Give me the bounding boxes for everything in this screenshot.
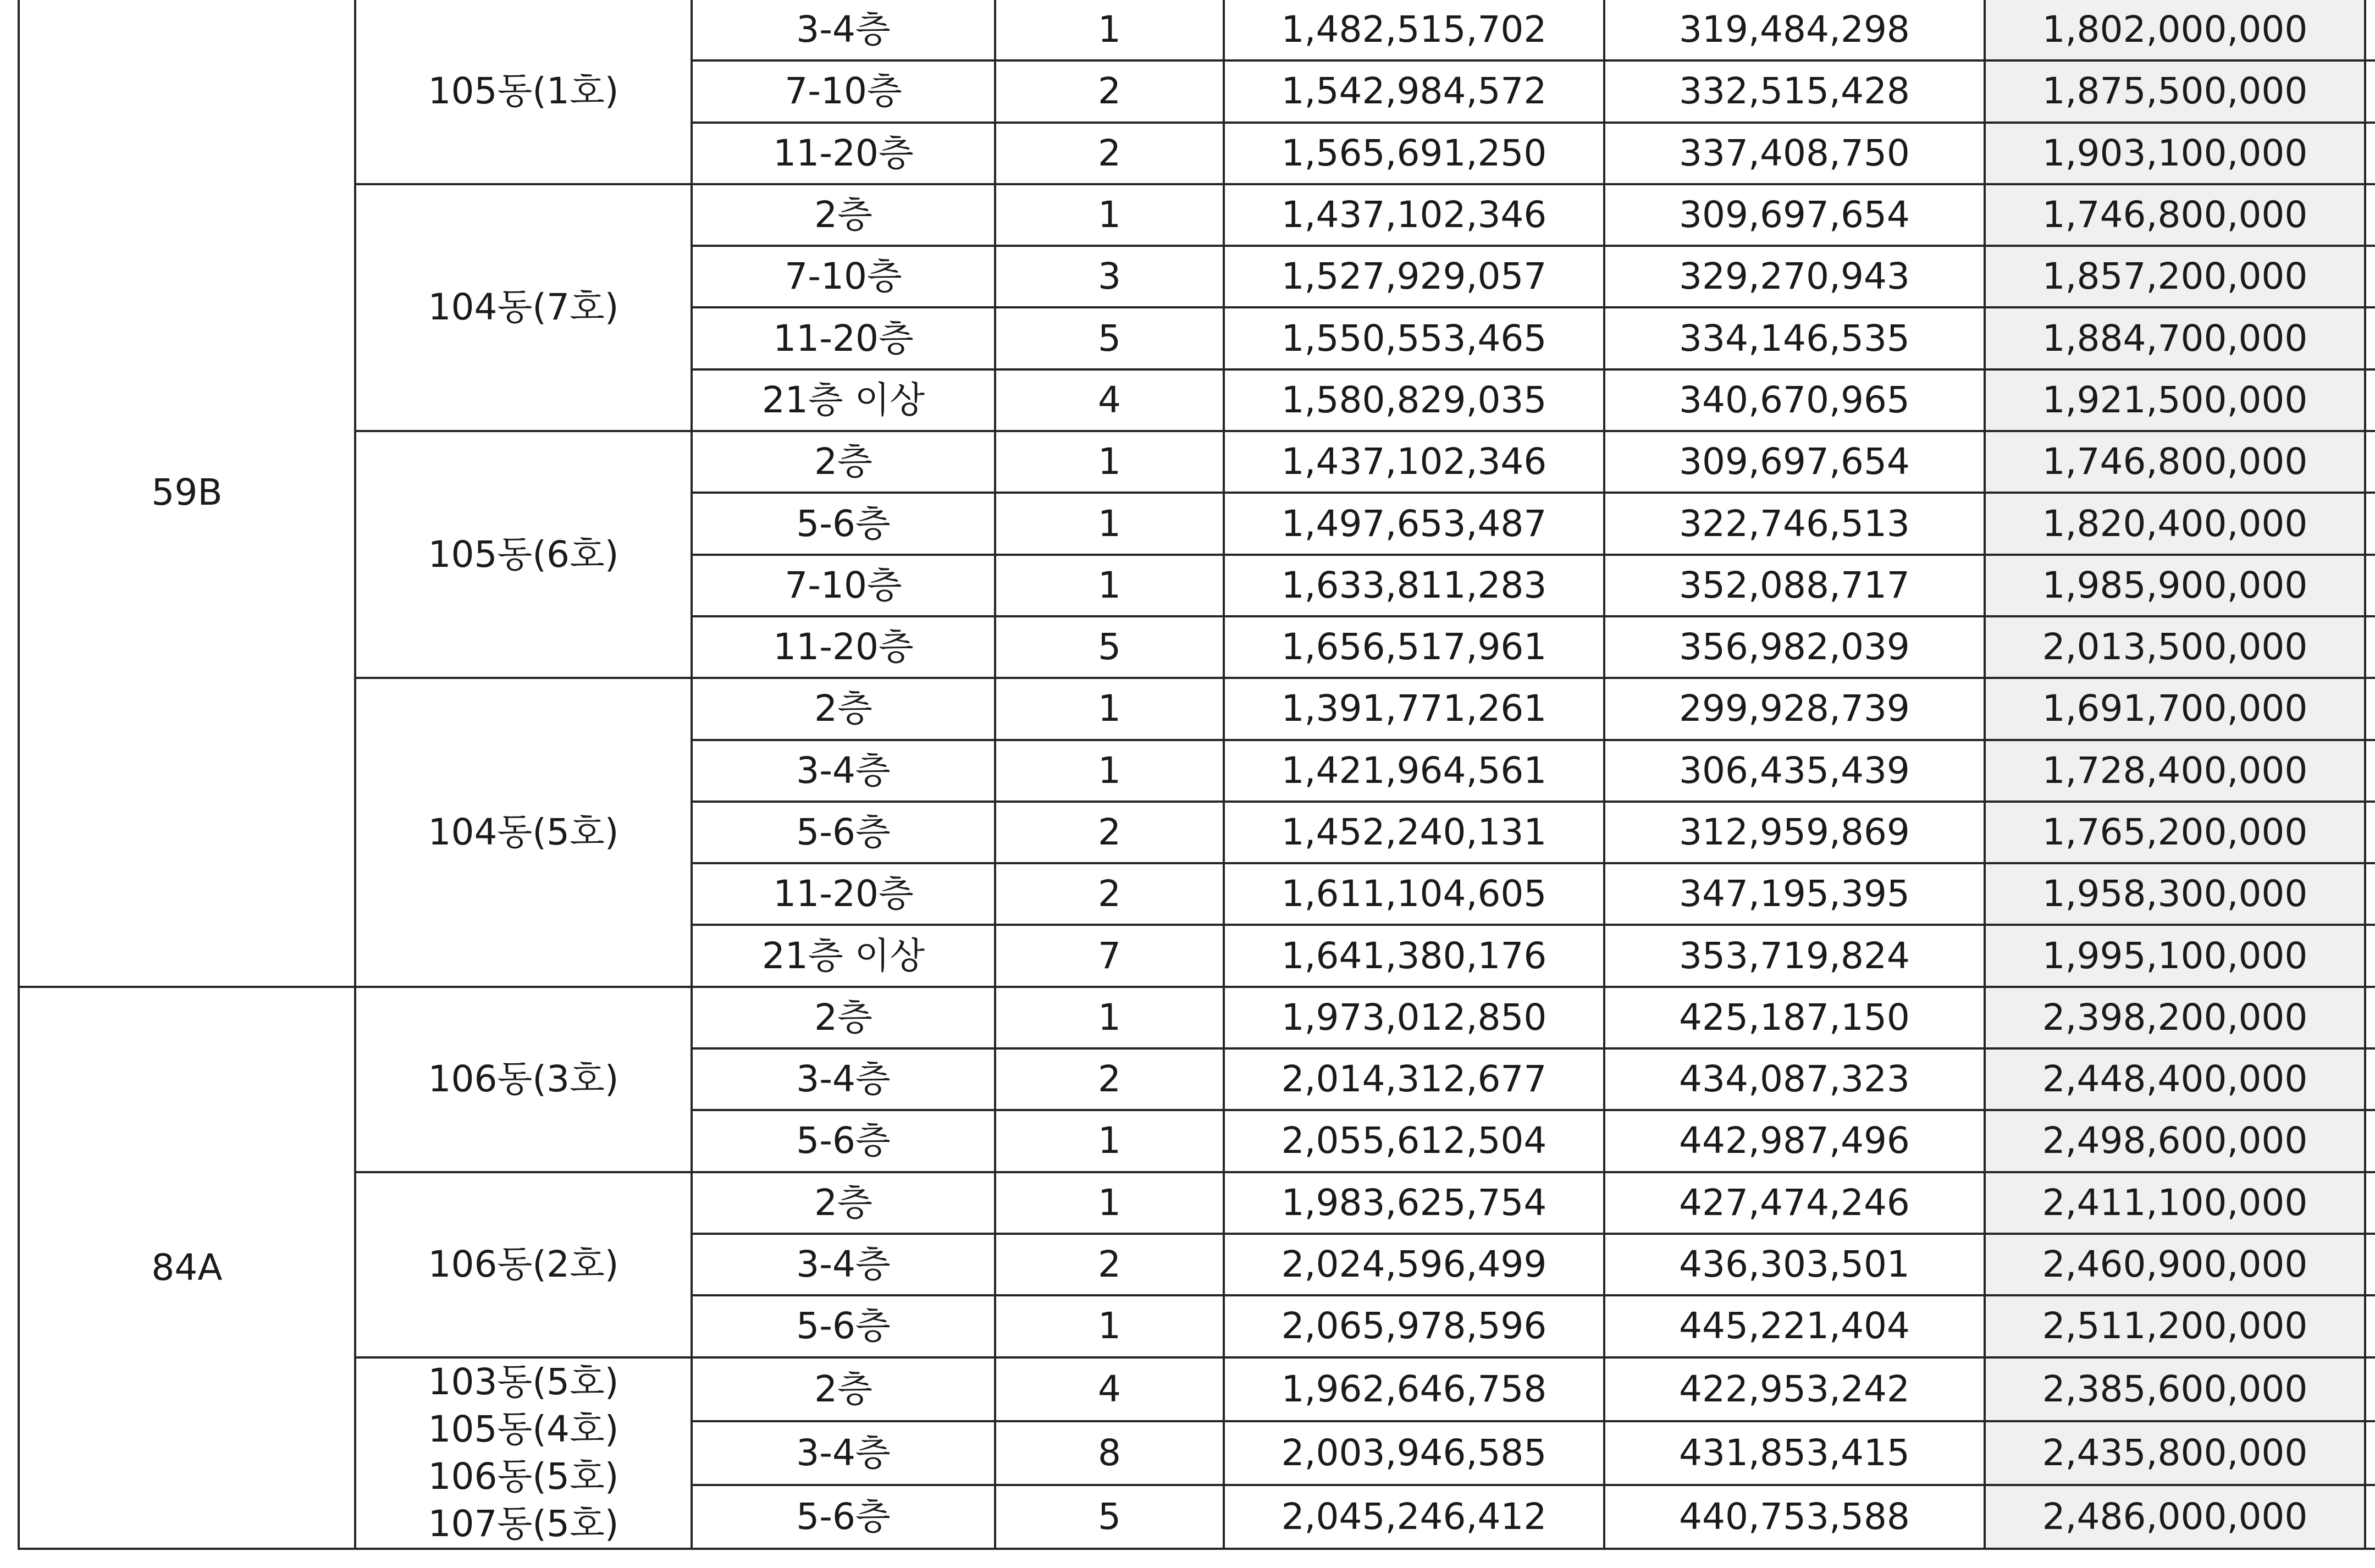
land-price-cell: 2,024,596,499 [1224,1234,1604,1295]
floor-cell: 3-4층 [692,1234,995,1295]
dong-cell: 104동(7호) [355,184,692,431]
floor-cell: 2층 [692,678,995,739]
building-price-cell: 445,221,404 [1604,1295,1985,1357]
dong-label: 103동(5호) [428,1360,619,1403]
total-price-cell: 1,875,500,000 [1985,60,2365,122]
building-price-cell: 334,146,535 [1604,307,1985,369]
units-cell: 1 [995,740,1224,802]
total-price-cell: 1,884,700,000 [1985,307,2365,369]
units-cell: 5 [995,616,1224,678]
dong-cell: 104동(5호) [355,678,692,986]
total-price-cell: 1,985,900,000 [1985,555,2365,616]
land-price-cell: 2,003,946,585 [1224,1421,1604,1485]
units-cell: 1 [995,0,1224,60]
building-price-cell: 337,408,750 [1604,123,1985,184]
land-price-cell: 1,565,691,250 [1224,123,1604,184]
cut-off-column-cell [2365,246,2375,307]
dong-cell: 106동(2호) [355,1172,692,1357]
dong-cell: 106동(3호) [355,987,692,1172]
units-cell: 3 [995,246,1224,307]
building-price-cell: 440,753,588 [1604,1485,1985,1549]
units-cell: 1 [995,1295,1224,1357]
total-price-cell: 1,765,200,000 [1985,802,2365,863]
units-cell: 8 [995,1421,1224,1485]
building-price-cell: 312,959,869 [1604,802,1985,863]
building-price-cell: 356,982,039 [1604,616,1985,678]
units-cell: 1 [995,184,1224,246]
cut-off-column-cell [2365,493,2375,554]
units-cell: 2 [995,60,1224,122]
total-price-cell: 2,498,600,000 [1985,1110,2365,1172]
floor-cell: 3-4층 [692,740,995,802]
building-price-cell: 309,697,654 [1604,431,1985,493]
floor-cell: 5-6층 [692,1485,995,1549]
land-price-cell: 1,482,515,702 [1224,0,1604,60]
land-price-cell: 1,962,646,758 [1224,1357,1604,1421]
floor-cell: 3-4층 [692,1048,995,1110]
units-cell: 2 [995,1048,1224,1110]
price-table [18,0,2375,1550]
floor-cell: 5-6층 [692,493,995,554]
land-price-cell: 1,437,102,346 [1224,184,1604,246]
total-price-cell: 1,746,800,000 [1985,184,2365,246]
land-price-cell: 2,045,246,412 [1224,1485,1604,1549]
total-price-cell: 1,958,300,000 [1985,863,2365,925]
building-price-cell: 436,303,501 [1604,1234,1985,1295]
table-row [19,678,2375,739]
unit-type-cell: 84A [19,987,355,1549]
floor-cell: 11-20층 [692,123,995,184]
cut-off-column-cell [2365,1421,2375,1485]
total-price-cell: 2,398,200,000 [1985,987,2365,1048]
table-row [19,431,2375,493]
floor-cell: 11-20층 [692,863,995,925]
units-cell: 5 [995,307,1224,369]
building-price-cell: 329,270,943 [1604,246,1985,307]
cut-off-column-cell [2365,369,2375,431]
cut-off-column-cell [2365,925,2375,986]
land-price-cell: 1,542,984,572 [1224,60,1604,122]
land-price-cell: 1,391,771,261 [1224,678,1604,739]
cut-off-column-cell [2365,987,2375,1048]
cut-off-column-cell [2365,184,2375,246]
dong-cell [355,1357,692,1549]
building-price-cell: 352,088,717 [1604,555,1985,616]
cut-off-column-cell [2365,1234,2375,1295]
land-price-cell: 1,656,517,961 [1224,616,1604,678]
floor-cell: 7-10층 [692,246,995,307]
land-price-cell: 1,437,102,346 [1224,431,1604,493]
building-price-cell: 431,853,415 [1604,1421,1985,1485]
building-price-cell: 299,928,739 [1604,678,1985,739]
cut-off-column-cell [2365,431,2375,493]
floor-cell: 2층 [692,431,995,493]
table-body [19,0,2375,1549]
building-price-cell: 422,953,242 [1604,1357,1985,1421]
units-cell: 2 [995,863,1224,925]
floor-cell: 5-6층 [692,802,995,863]
land-price-cell: 1,611,104,605 [1224,863,1604,925]
units-cell: 1 [995,1172,1224,1234]
land-price-cell: 1,973,012,850 [1224,987,1604,1048]
floor-cell: 5-6층 [692,1110,995,1172]
floor-cell: 21층 이상 [692,925,995,986]
table-row [19,0,2375,60]
land-price-cell: 1,580,829,035 [1224,369,1604,431]
units-cell: 1 [995,678,1224,739]
building-price-cell: 442,987,496 [1604,1110,1985,1172]
cut-off-column-cell [2365,863,2375,925]
units-cell: 5 [995,1485,1224,1549]
table-row [19,987,2375,1048]
cut-off-column-cell [2365,1172,2375,1234]
building-price-cell: 434,087,323 [1604,1048,1985,1110]
floor-cell: 3-4층 [692,1421,995,1485]
total-price-cell: 1,921,500,000 [1985,369,2365,431]
cut-off-column-cell [2365,1357,2375,1421]
floor-cell: 7-10층 [692,555,995,616]
units-cell: 7 [995,925,1224,986]
floor-cell: 2층 [692,1172,995,1234]
floor-cell: 3-4층 [692,0,995,60]
land-price-cell: 2,014,312,677 [1224,1048,1604,1110]
cut-off-column-cell [2365,1295,2375,1357]
cut-off-column-cell [2365,678,2375,739]
total-price-cell: 2,385,600,000 [1985,1357,2365,1421]
land-price-cell: 2,065,978,596 [1224,1295,1604,1357]
floor-cell: 21층 이상 [692,369,995,431]
cut-off-column-cell [2365,123,2375,184]
building-price-cell: 306,435,439 [1604,740,1985,802]
dong-label: 105동(4호) [428,1407,619,1450]
cut-off-column-cell [2365,1048,2375,1110]
land-price-cell: 1,633,811,283 [1224,555,1604,616]
total-price-cell: 1,995,100,000 [1985,925,2365,986]
total-price-cell: 1,802,000,000 [1985,0,2365,60]
land-price-cell: 2,055,612,504 [1224,1110,1604,1172]
units-cell: 1 [995,431,1224,493]
total-price-cell: 2,448,400,000 [1985,1048,2365,1110]
units-cell: 1 [995,555,1224,616]
land-price-cell: 1,527,929,057 [1224,246,1604,307]
building-price-cell: 425,187,150 [1604,987,1985,1048]
land-price-cell: 1,421,964,561 [1224,740,1604,802]
cut-off-column-cell [2365,60,2375,122]
cut-off-column-cell [2365,802,2375,863]
dong-label: 107동(5호) [428,1502,619,1545]
cut-off-column-cell [2365,307,2375,369]
total-price-cell: 2,411,100,000 [1985,1172,2365,1234]
dong-cell: 105동(1호) [355,0,692,184]
floor-cell: 7-10층 [692,60,995,122]
cut-off-column-cell [2365,1110,2375,1172]
units-cell: 1 [995,987,1224,1048]
land-price-cell: 1,497,653,487 [1224,493,1604,554]
floor-cell: 2층 [692,987,995,1048]
units-cell: 2 [995,123,1224,184]
land-price-cell: 1,550,553,465 [1224,307,1604,369]
total-price-cell: 2,013,500,000 [1985,616,2365,678]
total-price-cell: 1,820,400,000 [1985,493,2365,554]
unit-type-cell: 59B [19,0,355,987]
dong-cell: 105동(6호) [355,431,692,678]
building-price-cell: 319,484,298 [1604,0,1985,60]
building-price-cell: 332,515,428 [1604,60,1985,122]
total-price-cell: 1,691,700,000 [1985,678,2365,739]
cut-off-column-cell [2365,0,2375,60]
total-price-cell: 2,435,800,000 [1985,1421,2365,1485]
cut-off-column-cell [2365,740,2375,802]
total-price-cell: 2,460,900,000 [1985,1234,2365,1295]
table-row [19,184,2375,246]
total-price-cell: 1,903,100,000 [1985,123,2365,184]
units-cell: 4 [995,1357,1224,1421]
building-price-cell: 309,697,654 [1604,184,1985,246]
floor-cell: 2층 [692,184,995,246]
land-price-cell: 1,641,380,176 [1224,925,1604,986]
cut-off-column-cell [2365,616,2375,678]
floor-cell: 5-6층 [692,1295,995,1357]
floor-cell: 11-20층 [692,616,995,678]
dong-list [356,1359,691,1548]
building-price-cell: 427,474,246 [1604,1172,1985,1234]
units-cell: 1 [995,1110,1224,1172]
total-price-cell: 1,857,200,000 [1985,246,2365,307]
floor-cell: 11-20층 [692,307,995,369]
building-price-cell: 340,670,965 [1604,369,1985,431]
total-price-cell: 2,511,200,000 [1985,1295,2365,1357]
total-price-cell: 2,486,000,000 [1985,1485,2365,1549]
units-cell: 4 [995,369,1224,431]
dong-label: 106동(5호) [428,1455,619,1498]
building-price-cell: 347,195,395 [1604,863,1985,925]
units-cell: 1 [995,493,1224,554]
cut-off-column-cell [2365,1485,2375,1549]
floor-cell: 2층 [692,1357,995,1421]
units-cell: 2 [995,802,1224,863]
total-price-cell: 1,746,800,000 [1985,431,2365,493]
building-price-cell: 353,719,824 [1604,925,1985,986]
building-price-cell: 322,746,513 [1604,493,1985,554]
land-price-cell: 1,983,625,754 [1224,1172,1604,1234]
units-cell: 2 [995,1234,1224,1295]
land-price-cell: 1,452,240,131 [1224,802,1604,863]
cut-off-column-cell [2365,555,2375,616]
table-row [19,1357,2375,1421]
table-row [19,1172,2375,1234]
total-price-cell: 1,728,400,000 [1985,740,2365,802]
